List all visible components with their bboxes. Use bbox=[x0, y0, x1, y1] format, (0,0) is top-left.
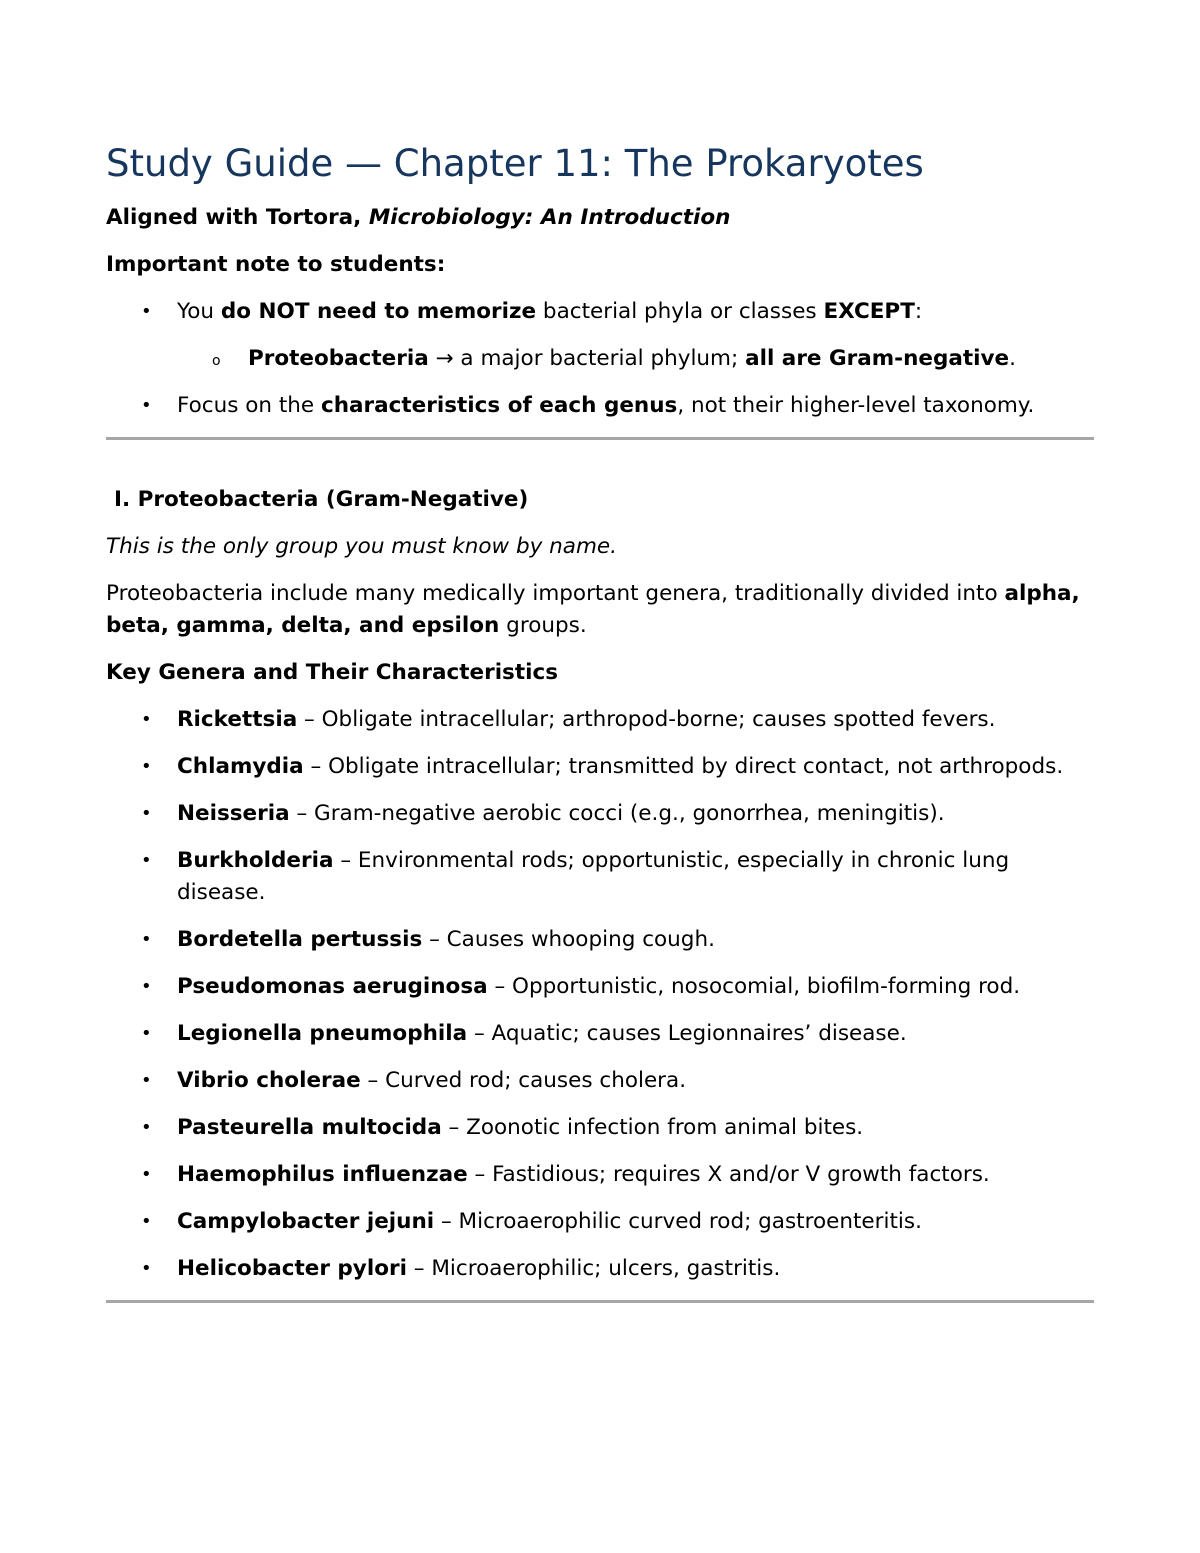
note-sublist bbox=[177, 343, 1094, 375]
subtitle-prefix: Aligned with Tortora, bbox=[106, 205, 369, 230]
bullet-icon: • bbox=[141, 803, 152, 824]
note-bullet-1-text-c: bacterial phyla or classes bbox=[536, 299, 824, 324]
bullet-icon: • bbox=[141, 1117, 152, 1138]
note-subbullet-proteobacteria bbox=[177, 343, 1094, 375]
genus-name: Helicobacter pylori bbox=[177, 1256, 407, 1281]
genus-name: Haemophilus influenzae bbox=[177, 1162, 468, 1187]
genus-description: – Fastidious; requires X and/or V growth factors. bbox=[467, 1162, 990, 1187]
genus-description: – Obligate intracellular; arthropod-borne; causes spotted fevers. bbox=[297, 707, 996, 732]
genus-name: Legionella pneumophila bbox=[177, 1021, 468, 1046]
subtitle-book-title: Microbiology: An Introduction bbox=[368, 205, 731, 230]
genus-name: Bordetella pertussis bbox=[177, 927, 423, 952]
note-sub-text-a: Proteobacteria bbox=[248, 346, 429, 371]
bullet-icon: • bbox=[141, 1070, 152, 1091]
genus-item bbox=[106, 924, 1094, 956]
genus-item bbox=[106, 1065, 1094, 1097]
bullet-icon: • bbox=[141, 1258, 152, 1279]
note-bullet-1-text-e: : bbox=[914, 299, 923, 324]
bullet-icon: • bbox=[141, 1211, 152, 1232]
document-title: Study Guide — Chapter 11: The Prokaryotes bbox=[106, 142, 924, 185]
note-sub-text-c: all are Gram-negative bbox=[745, 346, 1010, 371]
genus-item bbox=[106, 1112, 1094, 1144]
note-bullet-1-text-d: EXCEPT bbox=[823, 299, 915, 324]
section-paragraph bbox=[106, 578, 1094, 642]
note-bullet-1-text-b: do NOT need to memorize bbox=[220, 299, 537, 324]
key-genera-heading: Key Genera and Their Characteristics bbox=[106, 660, 559, 685]
genus-description: – Gram-negative aerobic cocci (e.g., gonorrhea, meningitis). bbox=[289, 801, 945, 826]
genus-description: – Zoonotic infection from animal bites. bbox=[441, 1115, 864, 1140]
note-heading: Important note to students: bbox=[106, 252, 446, 277]
document-subtitle bbox=[106, 202, 1094, 234]
note-list bbox=[106, 296, 1094, 422]
genus-name: Pseudomonas aeruginosa bbox=[177, 974, 488, 999]
note-bullet-1-text-a: You bbox=[177, 299, 221, 324]
genus-name: Burkholderia bbox=[177, 848, 334, 873]
horizontal-divider bbox=[106, 1300, 1094, 1303]
genus-item bbox=[106, 1206, 1094, 1238]
section-paragraph-text-c: groups. bbox=[499, 613, 587, 638]
genus-description: – Microaerophilic curved rod; gastroenteritis. bbox=[434, 1209, 922, 1234]
bullet-icon: • bbox=[141, 929, 152, 950]
genus-name: Campylobacter jejuni bbox=[177, 1209, 435, 1234]
genus-description: – Microaerophilic; ulcers, gastritis. bbox=[406, 1256, 781, 1281]
note-bullet-2-text-c: , not their higher-level taxonomy. bbox=[677, 393, 1035, 418]
genus-item bbox=[106, 1159, 1094, 1191]
section-paragraph-text-b: alpha, beta, gamma, delta, and epsilon bbox=[106, 581, 1080, 638]
genus-description: – Opportunistic, nosocomial, biofilm-forming rod. bbox=[487, 974, 1021, 999]
genus-item bbox=[106, 1018, 1094, 1050]
genera-list bbox=[106, 704, 1094, 1285]
bullet-icon: • bbox=[141, 301, 152, 322]
bullet-icon: • bbox=[141, 1023, 152, 1044]
genus-item bbox=[106, 971, 1094, 1003]
section-heading-proteobacteria: I. Proteobacteria (Gram-Negative) bbox=[114, 487, 529, 512]
bullet-icon: • bbox=[141, 756, 152, 777]
section-paragraph-text-a: Proteobacteria include many medically important genera, traditionally divided into bbox=[106, 581, 1005, 606]
note-bullet-1 bbox=[106, 296, 1094, 375]
genus-item bbox=[106, 1253, 1094, 1285]
genus-name: Chlamydia bbox=[177, 754, 304, 779]
genus-item bbox=[106, 845, 1094, 909]
note-bullet-2-text-a: Focus on the bbox=[177, 393, 321, 418]
genus-description: – Causes whooping cough. bbox=[422, 927, 715, 952]
genus-description: – Curved rod; causes cholera. bbox=[360, 1068, 687, 1093]
bullet-icon: • bbox=[141, 976, 152, 997]
note-bullet-2-text-b: characteristics of each genus bbox=[320, 393, 678, 418]
section-intro: This is the only group you must know by name. bbox=[106, 534, 617, 559]
bullet-icon: • bbox=[141, 395, 152, 416]
genus-item bbox=[106, 798, 1094, 830]
bullet-icon: • bbox=[141, 850, 152, 871]
circle-bullet-icon: o bbox=[212, 353, 221, 369]
genus-description: – Aquatic; causes Legionnaires’ disease. bbox=[467, 1021, 907, 1046]
genus-name: Rickettsia bbox=[177, 707, 298, 732]
genus-name: Vibrio cholerae bbox=[177, 1068, 361, 1093]
bullet-icon: • bbox=[141, 1164, 152, 1185]
genus-name: Pasteurella multocida bbox=[177, 1115, 442, 1140]
genus-item bbox=[106, 704, 1094, 736]
genus-description: – Obligate intracellular; transmitted by direct contact, not arthropods. bbox=[303, 754, 1064, 779]
note-sub-text-b: → a major bacterial phylum; bbox=[428, 346, 746, 371]
bullet-icon: • bbox=[141, 709, 152, 730]
genus-name: Neisseria bbox=[177, 801, 290, 826]
note-bullet-2 bbox=[106, 390, 1094, 422]
genus-description: – Environmental rods; opportunistic, especially in chronic lung disease. bbox=[177, 848, 1010, 905]
horizontal-divider bbox=[106, 437, 1094, 440]
note-sub-text-d: . bbox=[1009, 346, 1016, 371]
genus-item bbox=[106, 751, 1094, 783]
